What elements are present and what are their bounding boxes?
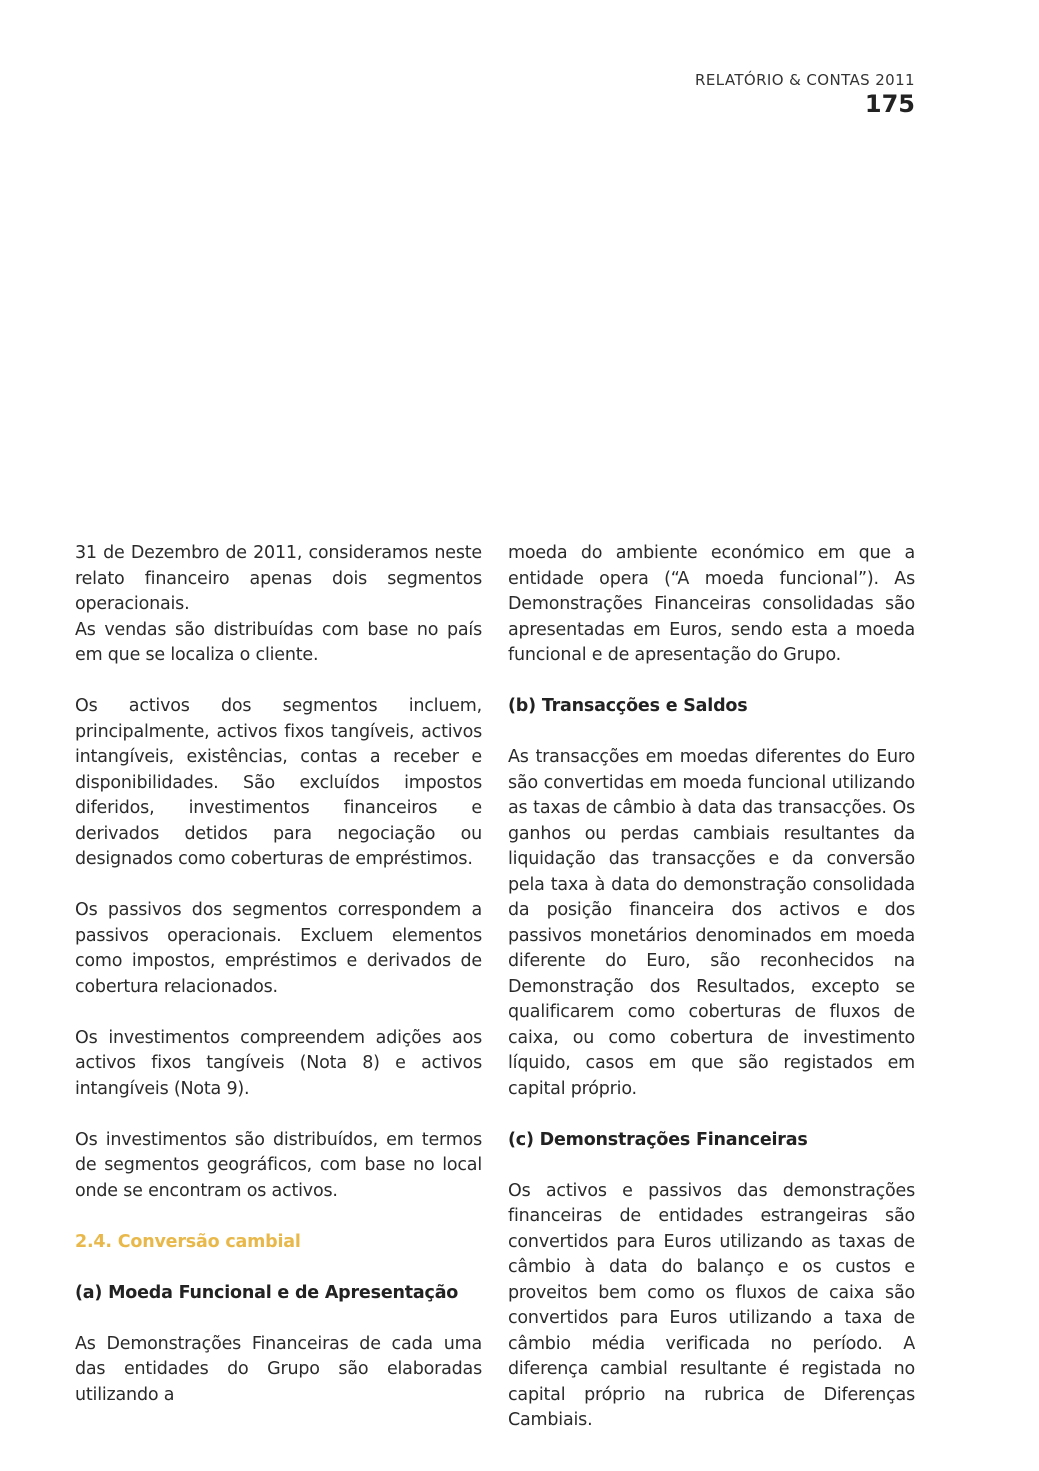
paragraph: Os passivos dos segmentos correspondem a passivos operacionais. Excluem elementos como impostos, empréstimos e derivados de cobertura relacionados. — [75, 900, 482, 997]
paragraph: As vendas são distribuídas com base no país em que se localiza o cliente. — [75, 619, 482, 665]
paragraph: Os activos e passivos das demonstrações financeiras de entidades estrangeiras são convertidos para Euros utilizando as taxas de câmbio à data do balanço e os custos e proveitos bem como os fluxos de caixa são convertidos para Euros utilizando a taxa de câmbio média verificada no período. A diferença cambial resultante é registada no capital próprio na rubrica de Diferenças Cambiais. — [508, 1180, 915, 1430]
page-number: 175 — [864, 90, 915, 118]
right-column — [508, 541, 915, 1459]
paragraph: Os investimentos são distribuídos, em termos de segmentos geográficos, com base no local onde se encontram os activos. — [75, 1129, 482, 1201]
paragraph: As transacções em moedas diferentes do Euro são convertidas em moeda funcional utilizando as taxas de câmbio à data das transacções. Os ganhos ou perdas cambiais resultantes da liquidação das transacções e da conversão pela taxa à data do demonstração consolidada da posição financeira dos activos e dos passivos monetários denominados em moeda diferente do Euro, são reconhecidos na Demonstração dos Resultados, excepto se qualificarem como coberturas de fluxos de caixa, ou como cobertura de investimento líquido, casos em que são registados em capital próprio. — [508, 747, 915, 1099]
page-header — [695, 70, 915, 118]
paragraph: Os investimentos compreendem adições aos activos fixos tangíveis (Nota 8) e activos intangíveis (Nota 9). — [75, 1027, 482, 1099]
paragraph: Os activos dos segmentos incluem, principalmente, activos fixos tangíveis, activos intangíveis, existências, contas a receber e disponibilidades. São excluídos impostos diferidos, investimentos financeiros e derivados detidos para negociação ou designados como coberturas de empréstimos. — [75, 696, 482, 869]
subheading: (c) Demonstrações Financeiras — [508, 1129, 808, 1150]
section-heading: 2.4. Conversão cambial — [75, 1231, 301, 1252]
paragraph: 31 de Dezembro de 2011, consideramos neste relato financeiro apenas dois segmentos operacionais. — [75, 543, 482, 614]
subheading: (b) Transacções e Saldos — [508, 696, 748, 716]
paragraph: moeda do ambiente económico em que a entidade opera (“A moeda funcional”). As Demonstrações Financeiras consolidadas são apresentadas em Euros, sendo esta a moeda funcional e de apresentação do Grupo. — [508, 543, 915, 665]
left-column — [75, 541, 482, 1434]
paragraph: As Demonstrações Financeiras de cada uma das entidades do Grupo são elaboradas utilizando a — [75, 1333, 482, 1405]
subheading: (a) Moeda Funcional e de Apresentação — [75, 1282, 459, 1303]
report-title: RELATÓRIO & CONTAS 2011 — [695, 71, 915, 89]
